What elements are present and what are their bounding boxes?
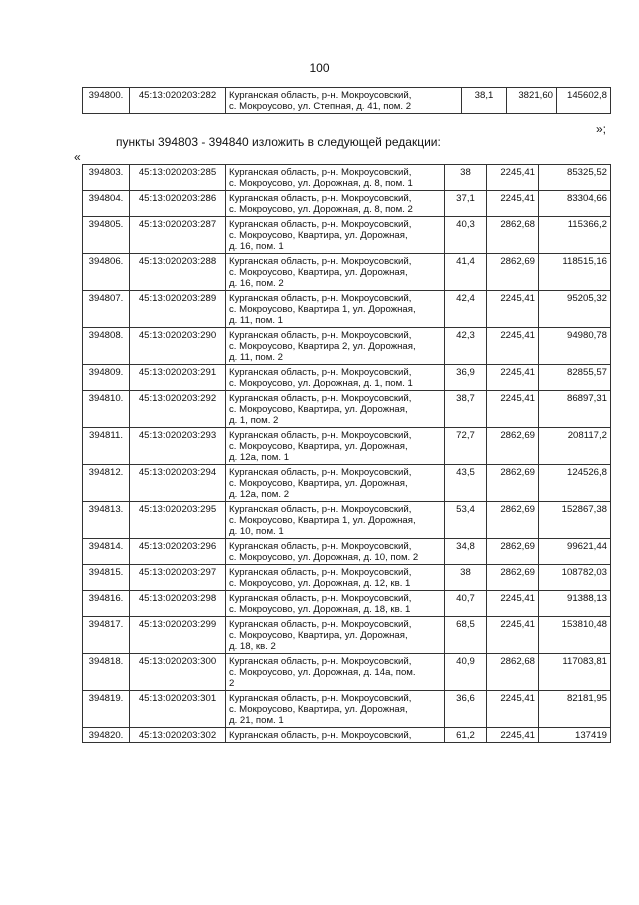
address-line: Курганская область, р-н. Мокроусовский,	[229, 167, 412, 178]
cadastral-number-cell: 45:13:020203:296	[130, 539, 226, 565]
table-row	[83, 654, 611, 691]
value-cell: 108782,03	[539, 565, 611, 591]
opening-quote: «	[74, 150, 81, 164]
address-cell	[226, 465, 445, 502]
rate-cell: 2245,41	[487, 328, 539, 365]
row-number-cell: 394806.	[83, 254, 130, 291]
address-line: Курганская область, р-н. Мокроусовский,	[229, 693, 412, 704]
address-cell	[226, 565, 445, 591]
table-row	[83, 565, 611, 591]
area-cell: 40,7	[445, 591, 487, 617]
table-row	[83, 328, 611, 365]
table-row	[83, 691, 611, 728]
instruction-text: пункты 394803 - 394840 изложить в следующей редакции:	[116, 135, 441, 149]
address-line: 2	[229, 678, 235, 689]
address-line: Курганская область, р-н. Мокроусовский,	[229, 393, 412, 404]
address-line: Курганская область, р-н. Мокроусовский,	[229, 504, 412, 515]
row-number-cell: 394818.	[83, 654, 130, 691]
cadastral-number-cell: 45:13:020203:289	[130, 291, 226, 328]
area-cell: 68,5	[445, 617, 487, 654]
cadastral-number-cell: 45:13:020203:294	[130, 465, 226, 502]
address-line: с. Мокроусово, Квартира, ул. Дорожная,	[229, 704, 408, 715]
rate-cell: 2245,41	[487, 617, 539, 654]
address-cell	[226, 728, 445, 743]
row-number-cell: 394816.	[83, 591, 130, 617]
value-cell: 153810,48	[539, 617, 611, 654]
row-number-cell: 394804.	[83, 191, 130, 217]
value-cell: 99621,44	[539, 539, 611, 565]
value-cell: 91388,13	[539, 591, 611, 617]
table-row	[83, 502, 611, 539]
cadastral-number-cell: 45:13:020203:293	[130, 428, 226, 465]
address-cell	[226, 291, 445, 328]
address-cell	[226, 365, 445, 391]
address-line: д. 21, пом. 1	[229, 715, 284, 726]
row-number-cell: 394805.	[83, 217, 130, 254]
cadastral-number-cell: 45:13:020203:301	[130, 691, 226, 728]
cadastral-number-cell: 45:13:020203:299	[130, 617, 226, 654]
row-number-cell: 394814.	[83, 539, 130, 565]
address-line: с. Мокроусово, Квартира 2, ул. Дорожная,	[229, 341, 416, 352]
rate-cell: 3821,60	[507, 88, 557, 114]
rate-cell: 2862,68	[487, 654, 539, 691]
cadastral-number-cell: 45:13:020203:297	[130, 565, 226, 591]
address-line: с. Мокроусово, Квартира, ул. Дорожная,	[229, 441, 408, 452]
cadastral-number-cell: 45:13:020203:290	[130, 328, 226, 365]
row-number-cell: 394817.	[83, 617, 130, 654]
area-cell: 53,4	[445, 502, 487, 539]
address-cell	[226, 539, 445, 565]
address-cell	[226, 391, 445, 428]
area-cell: 42,3	[445, 328, 487, 365]
previous-table	[82, 87, 611, 114]
page-number: 100	[309, 61, 330, 75]
value-cell: 82855,57	[539, 365, 611, 391]
address-line: Курганская область, р-н. Мокроусовский,	[229, 593, 412, 604]
value-cell: 95205,32	[539, 291, 611, 328]
address-line: Курганская область, р-н. Мокроусовский,	[229, 567, 412, 578]
value-cell: 94980,78	[539, 328, 611, 365]
area-cell: 38	[445, 565, 487, 591]
address-line: Курганская область, р-н. Мокроусовский,	[229, 293, 412, 304]
address-line: с. Мокроусово, Квартира 1, ул. Дорожная,	[229, 304, 416, 315]
value-cell: 137419	[539, 728, 611, 743]
address-line: д. 16, пом. 2	[229, 278, 284, 289]
table-row	[83, 217, 611, 254]
value-cell: 118515,16	[539, 254, 611, 291]
address-line: с. Мокроусово, Квартира 1, ул. Дорожная,	[229, 515, 416, 526]
address-cell	[226, 254, 445, 291]
row-number-cell: 394810.	[83, 391, 130, 428]
value-cell: 145602,8	[557, 88, 611, 114]
address-line: Курганская область, р-н. Мокроусовский,	[229, 730, 412, 741]
value-cell: 208117,2	[539, 428, 611, 465]
rate-cell: 2245,41	[487, 191, 539, 217]
address-line: с. Мокроусово, ул. Дорожная, д. 1, пом. 1	[229, 378, 413, 389]
address-line: с. Мокроусово, ул. Дорожная, д. 18, кв. 1	[229, 604, 411, 615]
address-line: с. Мокроусово, ул. Степная, д. 41, пом. 2	[229, 101, 412, 112]
area-cell: 38,1	[462, 88, 507, 114]
rate-cell: 2862,69	[487, 254, 539, 291]
address-line: с. Мокроусово, Квартира, ул. Дорожная,	[229, 630, 408, 641]
area-cell: 61,2	[445, 728, 487, 743]
table-row	[83, 254, 611, 291]
address-line: д. 10, пом. 1	[229, 526, 284, 537]
area-cell: 38,7	[445, 391, 487, 428]
address-cell	[226, 191, 445, 217]
row-number-cell: 394803.	[83, 165, 130, 191]
address-line: с. Мокроусово, ул. Дорожная, д. 12, кв. 1	[229, 578, 411, 589]
table-row	[83, 465, 611, 502]
value-cell: 82181,95	[539, 691, 611, 728]
value-cell: 85325,52	[539, 165, 611, 191]
address-line: д. 12а, пом. 2	[229, 489, 290, 500]
table-row	[83, 617, 611, 654]
value-cell: 86897,31	[539, 391, 611, 428]
address-line: Курганская область, р-н. Мокроусовский,	[229, 219, 412, 230]
address-cell	[226, 328, 445, 365]
area-cell: 40,3	[445, 217, 487, 254]
row-number-cell: 394819.	[83, 691, 130, 728]
address-cell	[226, 428, 445, 465]
table-row	[83, 365, 611, 391]
address-line: Курганская область, р-н. Мокроусовский,	[229, 619, 412, 630]
area-cell: 72,7	[445, 428, 487, 465]
address-line: Курганская область, р-н. Мокроусовский,	[229, 656, 412, 667]
rate-cell: 2862,69	[487, 465, 539, 502]
address-cell	[226, 654, 445, 691]
rate-cell: 2245,41	[487, 391, 539, 428]
address-cell	[226, 217, 445, 254]
address-line: Курганская область, р-н. Мокроусовский,	[229, 541, 412, 552]
cadastral-number-cell: 45:13:020203:292	[130, 391, 226, 428]
cadastral-number-cell: 45:13:020203:288	[130, 254, 226, 291]
row-number-cell: 394811.	[83, 428, 130, 465]
table-row	[83, 291, 611, 328]
cadastral-number-cell: 45:13:020203:286	[130, 191, 226, 217]
address-line: с. Мокроусово, Квартира, ул. Дорожная,	[229, 478, 408, 489]
address-line: Курганская область, р-н. Мокроусовский,	[229, 430, 412, 441]
address-line: с. Мокроусово, ул. Дорожная, д. 10, пом. 2	[229, 552, 419, 563]
address-line: Курганская область, р-н. Мокроусовский,	[229, 367, 412, 378]
cadastral-number-cell: 45:13:020203:300	[130, 654, 226, 691]
row-number-cell: 394808.	[83, 328, 130, 365]
area-cell: 43,5	[445, 465, 487, 502]
rate-cell: 2862,69	[487, 502, 539, 539]
rate-cell: 2245,41	[487, 165, 539, 191]
row-number-cell: 394800.	[83, 88, 130, 114]
cadastral-number-cell: 45:13:020203:282	[130, 88, 226, 114]
rate-cell: 2862,68	[487, 217, 539, 254]
rate-cell: 2245,41	[487, 291, 539, 328]
address-line: д. 16, пом. 1	[229, 241, 284, 252]
address-cell	[226, 88, 462, 114]
table-row	[83, 591, 611, 617]
rate-cell: 2245,41	[487, 691, 539, 728]
value-cell: 115366,2	[539, 217, 611, 254]
address-cell	[226, 617, 445, 654]
address-line: Курганская область, р-н. Мокроусовский,	[229, 193, 412, 204]
cadastral-number-cell: 45:13:020203:287	[130, 217, 226, 254]
table-row	[83, 391, 611, 428]
address-line: Курганская область, р-н. Мокроусовский,	[229, 256, 412, 267]
rate-cell: 2245,41	[487, 365, 539, 391]
address-line: с. Мокроусово, ул. Дорожная, д. 14а, пом.	[229, 667, 416, 678]
cadastral-number-cell: 45:13:020203:291	[130, 365, 226, 391]
address-line: д. 12а, пом. 1	[229, 452, 290, 463]
row-number-cell: 394820.	[83, 728, 130, 743]
area-cell: 38	[445, 165, 487, 191]
address-line: д. 18, кв. 2	[229, 641, 276, 652]
table-row	[83, 191, 611, 217]
area-cell: 37,1	[445, 191, 487, 217]
value-cell: 152867,38	[539, 502, 611, 539]
address-cell	[226, 165, 445, 191]
address-line: с. Мокроусово, Квартира, ул. Дорожная,	[229, 404, 408, 415]
value-cell: 124526,8	[539, 465, 611, 502]
address-line: с. Мокроусово, ул. Дорожная, д. 8, пом. 2	[229, 204, 413, 215]
rate-cell: 2862,69	[487, 565, 539, 591]
previous-table-body	[83, 88, 611, 114]
address-cell	[226, 502, 445, 539]
closing-quote: »;	[595, 122, 606, 136]
table-row	[83, 728, 611, 743]
rate-cell: 2862,69	[487, 539, 539, 565]
value-cell: 83304,66	[539, 191, 611, 217]
area-cell: 36,9	[445, 365, 487, 391]
address-line: д. 11, пом. 2	[229, 352, 284, 363]
cadastral-number-cell: 45:13:020203:302	[130, 728, 226, 743]
address-line: с. Мокроусово, ул. Дорожная, д. 8, пом. 1	[229, 178, 413, 189]
row-number-cell: 394815.	[83, 565, 130, 591]
address-line: Курганская область, р-н. Мокроусовский,	[229, 90, 412, 101]
table-row	[83, 428, 611, 465]
area-cell: 40,9	[445, 654, 487, 691]
cadastral-table-body	[83, 165, 611, 743]
cadastral-table	[82, 164, 611, 743]
address-cell	[226, 591, 445, 617]
rate-cell: 2245,41	[487, 591, 539, 617]
value-cell: 117083,81	[539, 654, 611, 691]
rate-cell: 2245,41	[487, 728, 539, 743]
area-cell: 34,8	[445, 539, 487, 565]
address-line: д. 11, пом. 1	[229, 315, 284, 326]
row-number-cell: 394812.	[83, 465, 130, 502]
table-row	[83, 88, 611, 114]
row-number-cell: 394807.	[83, 291, 130, 328]
table-row	[83, 539, 611, 565]
area-cell: 36,6	[445, 691, 487, 728]
area-cell: 41,4	[445, 254, 487, 291]
cadastral-number-cell: 45:13:020203:285	[130, 165, 226, 191]
address-line: д. 1, пом. 2	[229, 415, 279, 426]
table-row	[83, 165, 611, 191]
area-cell: 42,4	[445, 291, 487, 328]
address-line: с. Мокроусово, Квартира, ул. Дорожная,	[229, 267, 408, 278]
cadastral-number-cell: 45:13:020203:295	[130, 502, 226, 539]
address-cell	[226, 691, 445, 728]
address-line: Курганская область, р-н. Мокроусовский,	[229, 330, 412, 341]
address-line: с. Мокроусово, Квартира, ул. Дорожная,	[229, 230, 408, 241]
address-line: Курганская область, р-н. Мокроусовский,	[229, 467, 412, 478]
rate-cell: 2862,69	[487, 428, 539, 465]
row-number-cell: 394813.	[83, 502, 130, 539]
row-number-cell: 394809.	[83, 365, 130, 391]
cadastral-number-cell: 45:13:020203:298	[130, 591, 226, 617]
